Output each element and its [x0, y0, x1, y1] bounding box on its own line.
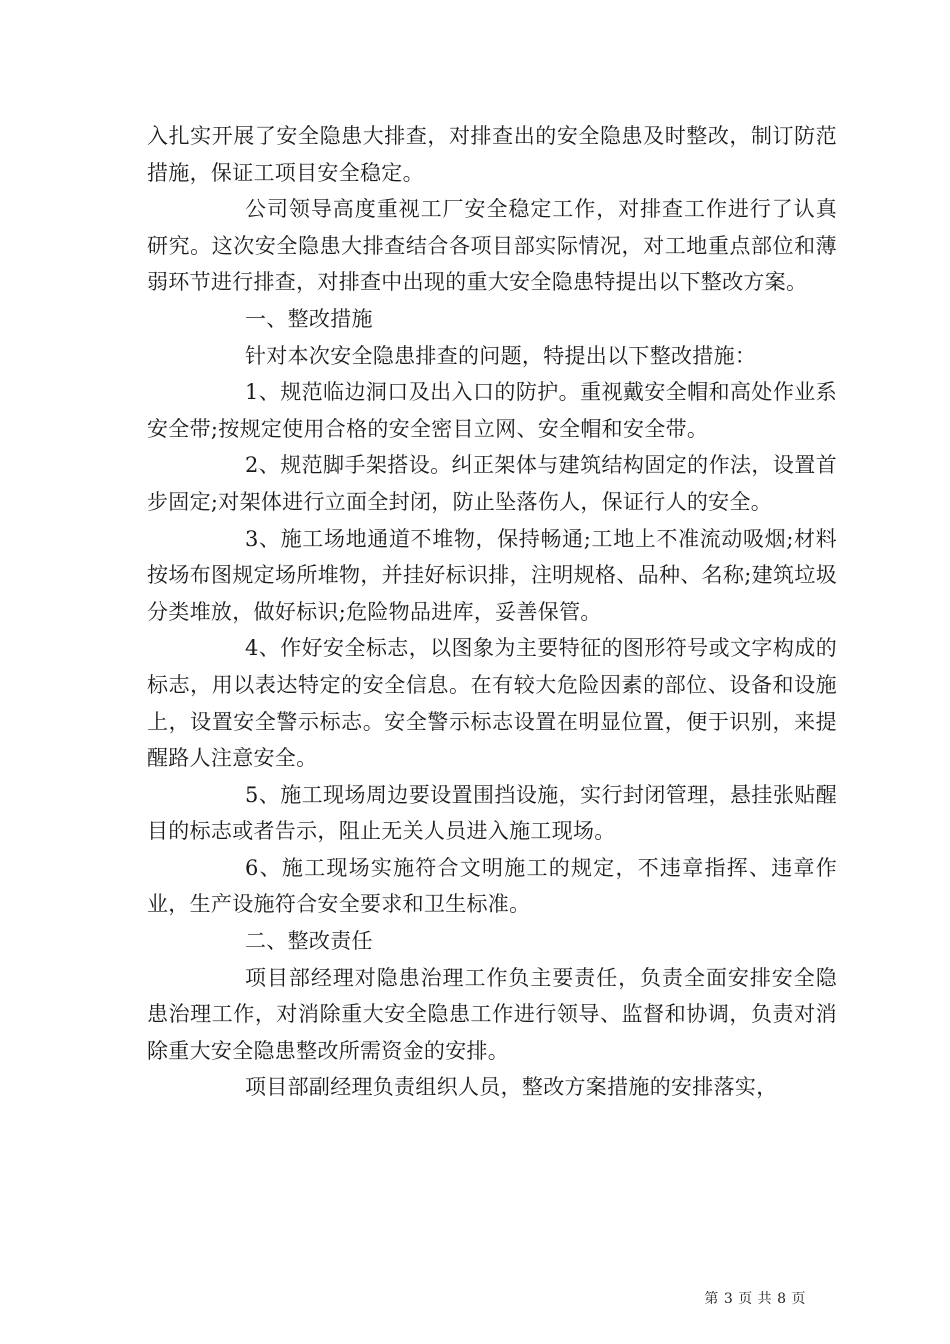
paragraph-measures-intro: 针对本次安全隐患排查的问题，特提出以下整改措施：	[245, 343, 757, 368]
measure-item-3: 3、施工场地通道不堆物，保持畅通;工地上不准流动吸烟;材料按场布图规定场所堆物，并挂好标识排，注明规格、品种、名称;建筑垃圾分类堆放，做好标识;危险物品进库，妥善保管。	[147, 526, 837, 624]
document-body	[147, 118, 837, 1106]
measure-item-5: 5、施工现场周边要设置围挡设施，实行封闭管理，悬挂张贴醒目的标志或者告示，阻止无关人员进入施工现场。	[147, 782, 837, 844]
section-heading-measures: 一、整改措施	[245, 306, 373, 331]
measure-item-6: 6、施工现场实施符合文明施工的规定，不违章指挥、违章作业，生产设施符合安全要求和卫生标准。	[147, 855, 837, 917]
page-number-footer: 第 3 页 共 8 页	[704, 1291, 806, 1307]
paragraph-continuation: 入扎实开展了安全隐患大排查，对排查出的安全隐患及时整改，制订防范措施，保证工项目安全稳定。	[147, 124, 837, 185]
measure-item-2: 2、规范脚手架搭设。纠正架体与建筑结构固定的作法，设置首步固定;对架体进行立面全封闭，防止坠落伤人，保证行人的安全。	[147, 453, 837, 514]
paragraph-deputy-responsibility: 项目部副经理负责组织人员，整改方案措施的安排落实，	[245, 1075, 778, 1100]
paragraph-manager-responsibility: 项目部经理对隐患治理工作负主要责任，负责全面安排安全隐患治理工作，对消除重大安全隐患工作进行领导、监督和协调，负责对消除重大安全隐患整改所需资金的安排。	[147, 965, 837, 1063]
section-heading-responsibility: 二、整改责任	[245, 929, 373, 954]
paragraph-leadership: 公司领导高度重视工厂安全稳定工作，对排查工作进行了认真研究。这次安全隐患大排查结合各项目部实际情况，对工地重点部位和薄弱环节进行排查，对排查中出现的重大安全隐患特提出以下整改方案。	[147, 197, 837, 295]
measure-item-1: 1、规范临边洞口及出入口的防护。重视戴安全帽和高处作业系安全带;按规定使用合格的安全密目立网、安全帽和安全带。	[147, 380, 837, 441]
measure-item-4: 4、作好安全标志，以图象为主要特征的图形符号或文字构成的标志，用以表达特定的安全信息。在有较大危险因素的部位、设备和设施上，设置安全警示标志。安全警示标志设置在明显位置，便于识别，来提醒路人注意安全。	[147, 636, 837, 771]
